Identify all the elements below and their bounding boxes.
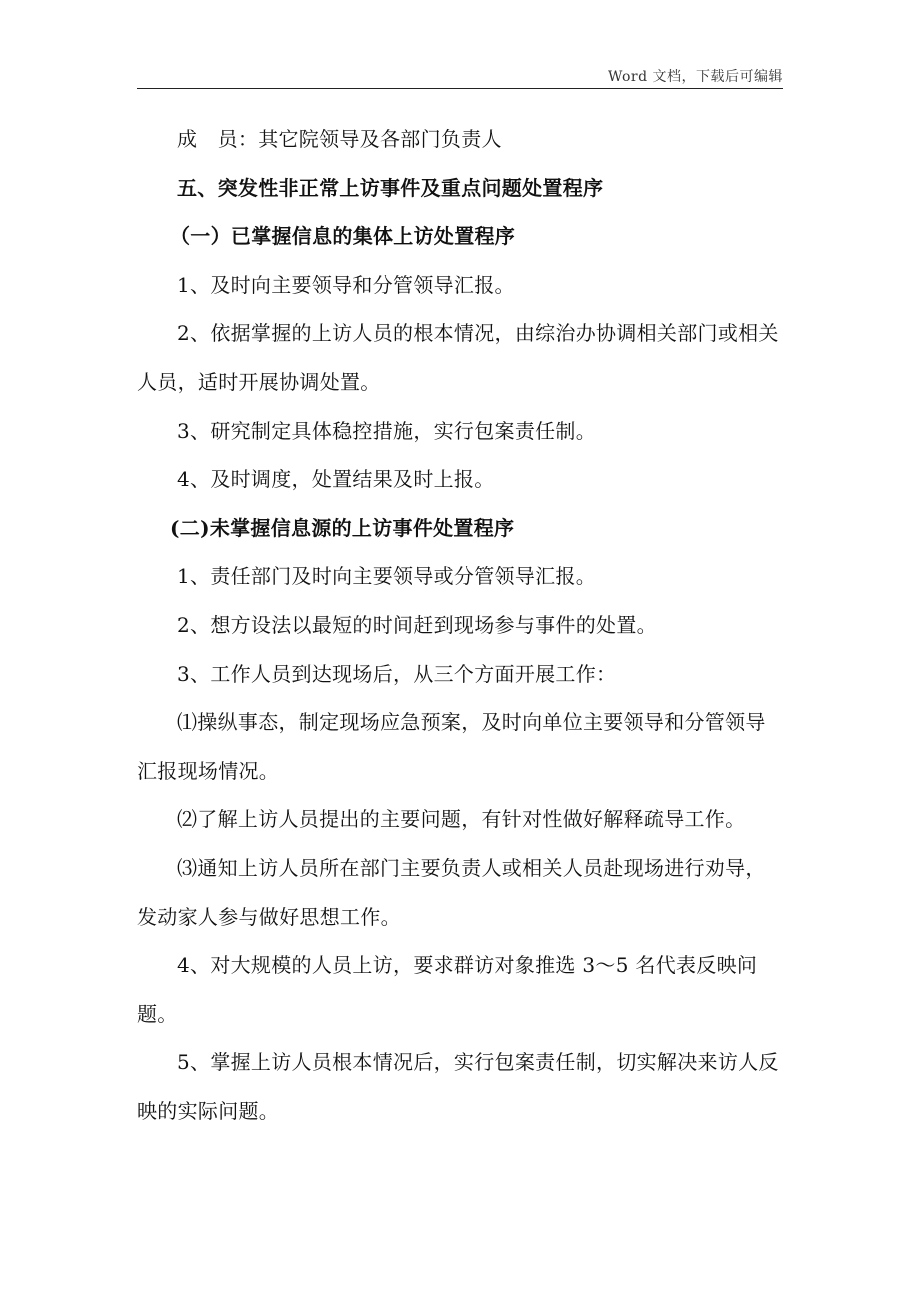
list-item: 3、工作人员到达现场后，从三个方面开展工作： bbox=[177, 661, 617, 686]
list-item: 1、责任部门及时向主要领导或分管领导汇报。 bbox=[177, 564, 597, 589]
list-item: 2、想方设法以最短的时间赶到现场参与事件的处置。 bbox=[177, 612, 657, 637]
list-item: 1、及时向主要领导和分管领导汇报。 bbox=[177, 272, 515, 297]
sub-list-item: ⑵了解上访人员提出的主要问题，有针对性做好解释疏导工作。 bbox=[177, 807, 746, 832]
page-header-text: Word 文档，下载后可编辑 bbox=[608, 69, 783, 85]
list-item: 4、及时调度，处置结果及时上报。 bbox=[177, 467, 495, 492]
paragraph-members: 成 员：其它院领导及各部门负责人 bbox=[177, 127, 502, 151]
document-body bbox=[137, 115, 783, 1135]
header-divider bbox=[137, 88, 783, 89]
sub-list-item: ⑶通知上访人员所在部门主要负责人或相关人员赴现场进行劝导，发动家人参与做好思想工作。 bbox=[137, 855, 766, 929]
list-item: 3、研究制定具体稳控措施，实行包案责任制。 bbox=[177, 418, 597, 443]
subheading-one: （一）已掌握信息的集体上访处置程序 bbox=[170, 224, 516, 249]
list-item: 5、掌握上访人员根本情况后，实行包案责任制，切实解决来访人反映的实际问题。 bbox=[137, 1050, 779, 1123]
heading-section-five: 五、突发性非正常上访事件及重点问题处置程序 bbox=[177, 175, 604, 200]
list-item: 4、对大规模的人员上访，要求群访对象推选 3～5 名代表反映问题。 bbox=[137, 953, 758, 1026]
subheading-two: (二)未掌握信息源的上访事件处置程序 bbox=[170, 515, 515, 540]
list-item: 2、依据掌握的上访人员的根本情况，由综治办协调相关部门或相关人员，适时开展协调处置。 bbox=[137, 321, 779, 394]
sub-list-item: ⑴操纵事态，制定现场应急预案，及时向单位主要领导和分管领导汇报现场情况。 bbox=[137, 710, 766, 783]
